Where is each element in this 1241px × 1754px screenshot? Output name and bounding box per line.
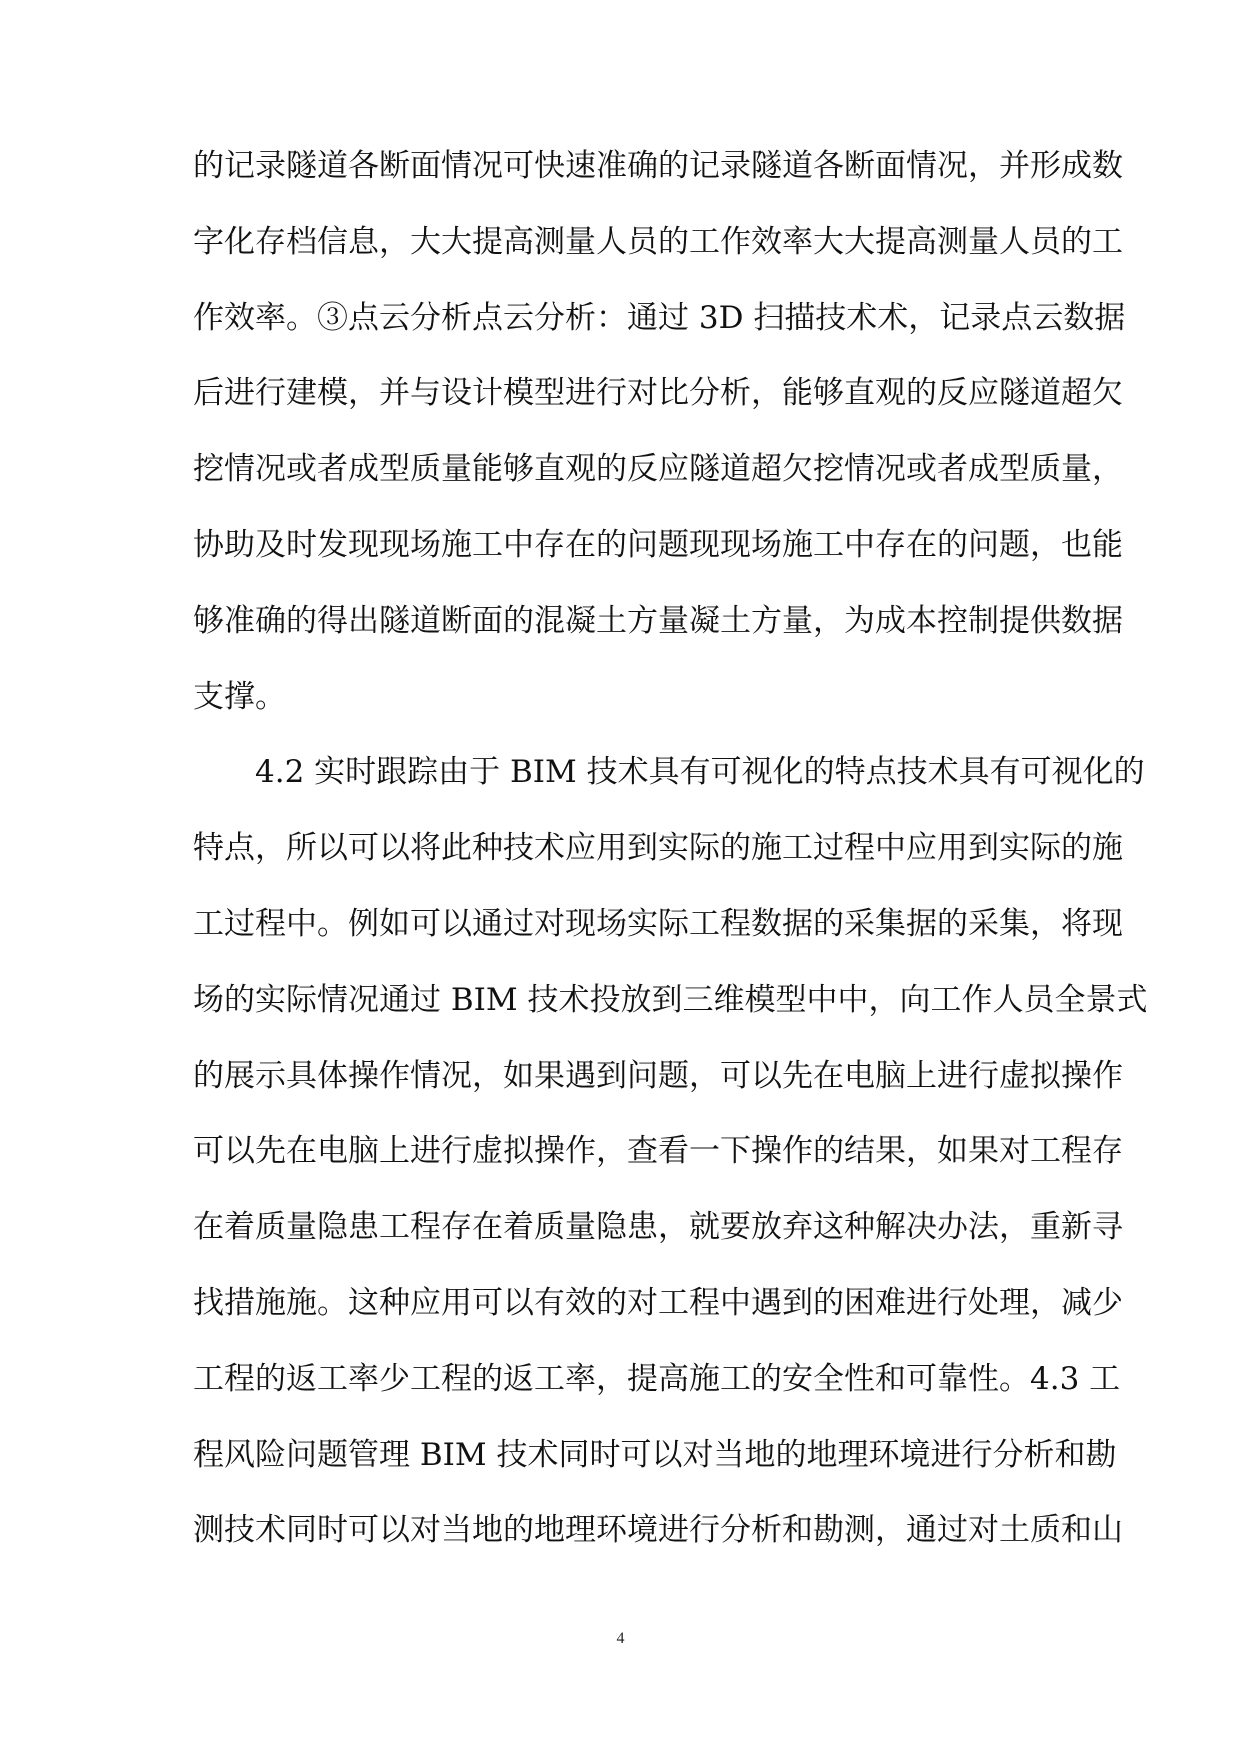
text-line-10: 特点，所以可以将此种技术应用到实际的施工过程中应用到实际的施 [193,830,1123,867]
text-line-19: 测技术同时可以对当地的地理环境进行分析和勘测，通过对土质和山 [193,1512,1123,1549]
text-line-6: 协助及时发现现场施工中存在的问题现现场施工中存在的问题，也能 [193,526,1123,563]
text-line-4: 后进行建模，并与设计模型进行对比分析，能够直观的反应隧道超欠 [193,375,1123,412]
page-number: 4 [616,1630,625,1647]
text-line-14: 可以先在电脑上进行虚拟操作，查看一下操作的结果，如果对工程存 [193,1133,1123,1170]
text-line-16: 找措施施。这种应用可以有效的对工程中遇到的困难进行处理，减少 [193,1284,1123,1321]
text-line-8: 支撑。 [193,678,286,715]
text-line-7: 够准确的得出隧道断面的混凝土方量凝土方量，为成本控制提供数据 [193,602,1123,639]
text-line-1: 的记录隧道各断面情况可快速准确的记录隧道各断面情况，并形成数 [193,148,1123,184]
text-line-12: 场的实际情况通过 BIM 技术投放到三维模型中中，向工作人员全景式 [193,981,1148,1018]
text-line-15: 在着质量隐患工程存在着质量隐患，就要放弃这种解决办法，重新寻 [193,1209,1123,1246]
text-line-5: 挖情况或者成型质量能够直观的反应隧道超欠挖情况或者成型质量， [193,451,1123,488]
text-line-17: 工程的返工率少工程的返工率，提高施工的安全性和可靠性。4.3 工 [193,1360,1121,1397]
body-text [193,144,1148,1584]
text-line-9: 4.2 实时跟踪由于 BIM 技术具有可视化的特点技术具有可视化的 [255,754,1145,791]
text-line-2: 字化存档信息，大大提高测量人员的工作效率大大提高测量人员的工 [193,223,1123,260]
text-line-18: 程风险问题管理 BIM 技术同时可以对当地的地理环境进行分析和勘 [193,1436,1117,1473]
text-line-13: 的展示具体操作情况，如果遇到问题，可以先在电脑上进行虚拟操作 [193,1057,1123,1094]
text-line-3: 作效率。③点云分析点云分析：通过 3D 扫描技术术，记录点云数据 [193,299,1126,336]
text-line-11: 工过程中。例如可以通过对现场实际工程数据的采集据的采集，将现 [193,905,1123,942]
